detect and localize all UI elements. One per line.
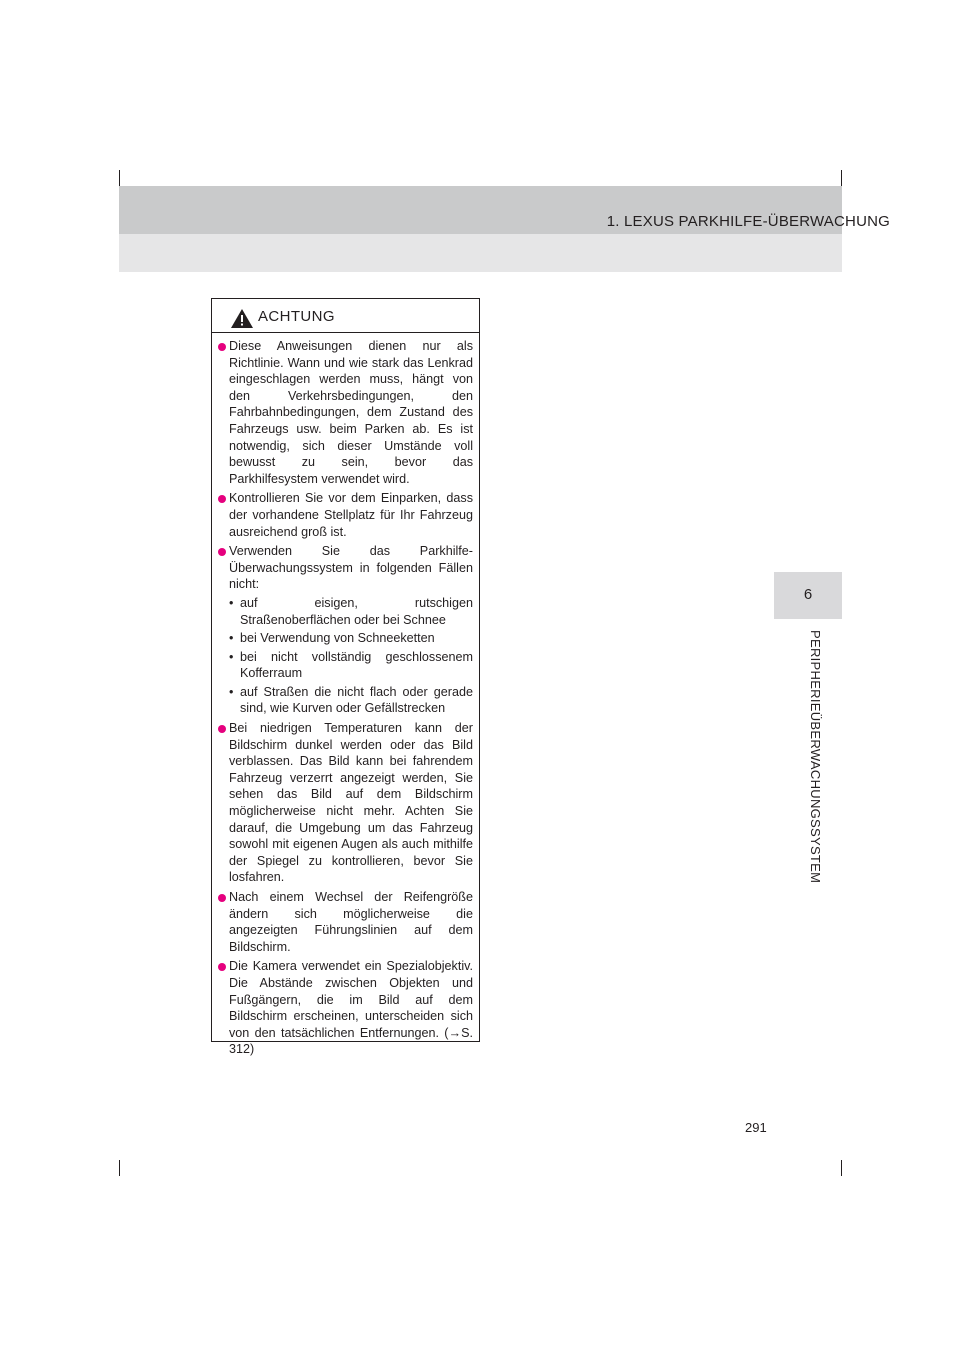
warning-subitem <box>229 649 473 682</box>
section-title: 1. LEXUS PARKHILFE-ÜBERWACHUNG <box>606 213 890 230</box>
warning-subitem <box>229 684 473 717</box>
warning-item <box>218 889 473 955</box>
warning-header <box>212 299 479 333</box>
bullet-icon <box>218 725 226 733</box>
warning-subitem-text: bei Verwendung von Schneeketten <box>240 631 435 646</box>
warning-item-text: Bei niedrigen Temperaturen kann der Bildschirm dunkel werden oder das Bild verblassen. Das Bild kann bei fahrendem Fahrzeug verzerrt angezeigt werden, Sie sehen das Bild auf dem Bildschirm möglicherweise nicht mehr. Achten Sie darauf, die Umgebung um das Fahrzeug sowohl mit eigenen Augen als auch mithilfe der Spiegel zu kontrollieren, bevor Sie losfahren. <box>229 721 473 885</box>
bullet-icon <box>218 894 226 902</box>
sub-bullet-icon: • <box>229 595 234 610</box>
warning-subitem <box>229 630 473 647</box>
warning-item-text: Verwenden Sie das Parkhilfe-Überwachungssystem in folgenden Fällen nicht: <box>229 544 473 592</box>
warning-item-text: Die Kamera verwendet ein Spezialobjektiv. Die Abstände zwischen Objekten und Fußgängern, die im Bild auf dem Bildschirm erscheinen, unterscheiden sich von den tatsächlichen Entfernungen. (→S. 312) <box>229 959 473 1057</box>
warning-item <box>218 338 473 487</box>
warning-item-text: Diese Anweisungen dienen nur als Richtlinie. Wann und wie stark das Lenkrad eingeschlagen werden muss, hängt von den Verkehrsbedingungen, den Fahrbahnbedingungen, dem Zustand des Fahrzeugs usw. beim Parken ab. Es ist notwendig, sich dieser Umstände voll bewusst zu sein, bevor das Parkhilfesystem verwendet wird. <box>229 339 473 486</box>
warning-item-text: Kontrollieren Sie vor dem Einparken, dass der vorhandene Stellplatz für Ihr Fahrzeug ausreichend groß ist. <box>229 491 473 539</box>
crop-mark <box>841 1160 842 1176</box>
warning-subitem <box>229 595 473 628</box>
warning-item <box>218 958 473 1058</box>
crop-mark <box>119 170 120 186</box>
page-number: 291 <box>745 1120 767 1135</box>
warning-item <box>218 720 473 886</box>
warning-subitem-text: auf Straßen die nicht flach oder gerade sind, wie Kurven oder Gefällstrecken <box>240 684 473 716</box>
bullet-icon <box>218 963 226 971</box>
sub-bullet-icon: • <box>229 684 234 699</box>
warning-subitem-text: auf eisigen, rutschigen Straßenoberflächen oder bei Schnee <box>240 595 473 627</box>
header-subband <box>119 234 842 272</box>
crop-mark <box>841 170 842 186</box>
warning-heading: ACHTUNG <box>258 308 335 325</box>
warning-triangle-icon <box>230 308 254 329</box>
chapter-tab <box>774 572 842 619</box>
sub-bullet-icon: • <box>229 631 234 646</box>
warning-item <box>218 543 473 717</box>
warning-item <box>218 490 473 540</box>
warning-item-text: Nach einem Wechsel der Reifengröße ändern sich möglicherweise die angezeigten Führungslinien auf dem Bildschirm. <box>229 890 473 954</box>
bullet-icon <box>218 548 226 556</box>
crop-mark <box>119 1160 120 1176</box>
warning-body <box>212 333 479 1058</box>
bullet-icon <box>218 495 226 503</box>
chapter-number: 6 <box>803 586 813 603</box>
chapter-title: PERIPHERIEÜBERWACHUNGSSYSTEM <box>808 630 823 884</box>
bullet-icon <box>218 343 226 351</box>
sub-bullet-icon: • <box>229 649 234 664</box>
warning-subitem-text: bei nicht vollständig geschlossenem Kofferraum <box>240 649 473 681</box>
warning-box <box>211 298 480 1057</box>
